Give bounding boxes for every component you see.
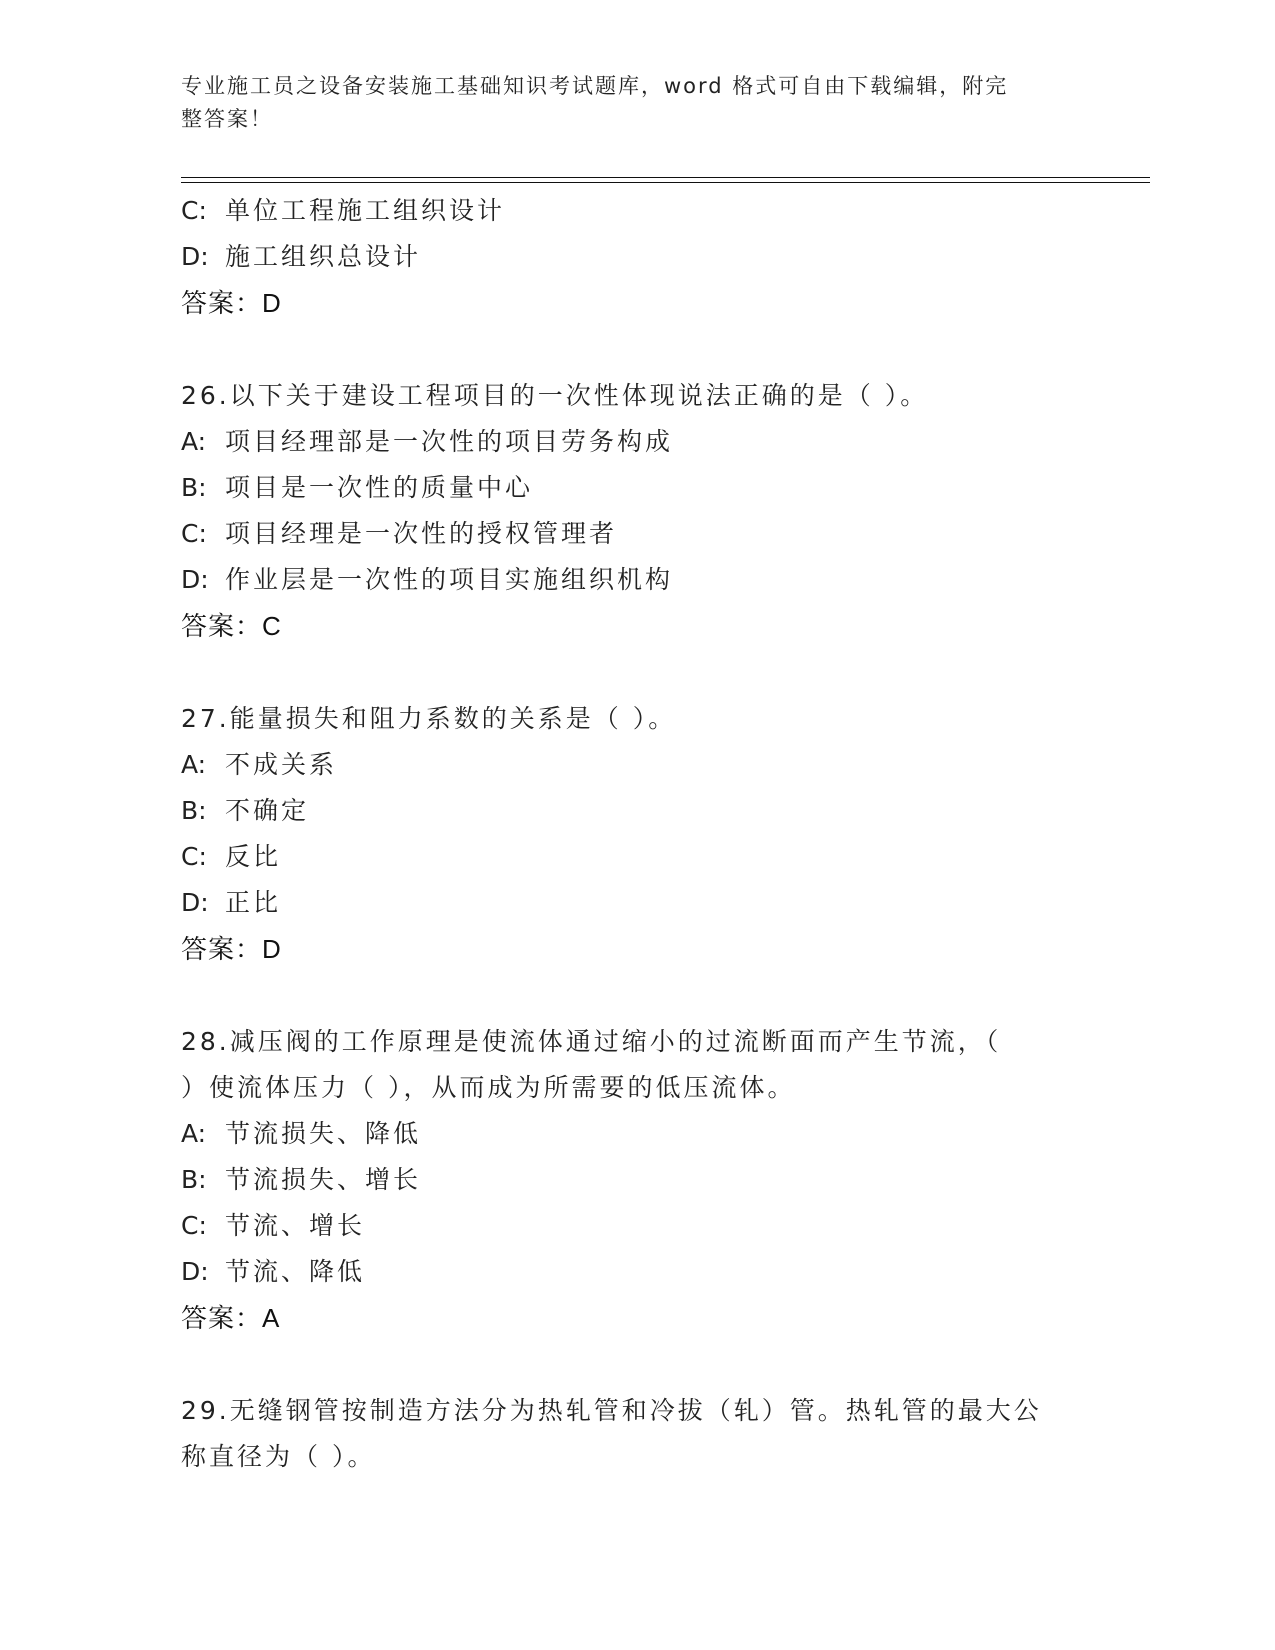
option-text: 节流损失、降低 — [225, 1119, 422, 1148]
question-list — [181, 188, 1081, 1480]
answer-line: 答案：D — [181, 288, 282, 318]
header-line-2: 整答案！ — [181, 107, 273, 131]
option-d — [181, 234, 1081, 280]
option-text: 施工组织总设计 — [225, 242, 422, 271]
question-stem: 27.能量损失和阻力系数的关系是（ ）。 — [181, 704, 677, 733]
option-text: 节流损失、增长 — [225, 1165, 422, 1194]
question-stem-continued: ）使流体压力（ ），从而成为所需要的低压流体。 — [181, 1073, 796, 1102]
option-d — [181, 880, 1081, 926]
header-line-1: 专业施工员之设备安装施工基础知识考试题库，word 格式可自由下载编辑，附完 — [181, 74, 1009, 98]
question-stem: 26.以下关于建设工程项目的一次性体现说法正确的是（ ）。 — [181, 381, 929, 410]
option-text: 项目经理是一次性的授权管理者 — [225, 519, 618, 548]
question-stem: 29.无缝钢管按制造方法分为热轧管和冷拔（轧）管。热轧管的最大公 — [181, 1396, 1042, 1425]
option-letter: C: — [181, 1211, 207, 1240]
option-text: 作业层是一次性的项目实施组织机构 — [225, 565, 674, 594]
option-letter: B: — [181, 473, 207, 502]
header-rule-bottom — [181, 182, 1150, 183]
option-c — [181, 511, 1081, 557]
answer-line: 答案：A — [181, 1303, 281, 1333]
option-letter: D: — [181, 1257, 209, 1286]
option-text: 单位工程施工组织设计 — [225, 196, 506, 225]
option-letter: A: — [181, 750, 207, 779]
question-26 — [181, 373, 1081, 649]
question-29 — [181, 1388, 1081, 1480]
option-a — [181, 419, 1081, 465]
option-letter: A: — [181, 1119, 207, 1148]
option-c — [181, 834, 1081, 880]
option-letter: C: — [181, 519, 207, 548]
option-letter: A: — [181, 427, 207, 456]
option-a — [181, 742, 1081, 788]
option-letter: C: — [181, 196, 207, 225]
option-letter: D: — [181, 888, 209, 917]
header-rule-top — [181, 177, 1150, 178]
option-c — [181, 1203, 1081, 1249]
option-text: 项目是一次性的质量中心 — [225, 473, 534, 502]
option-letter: B: — [181, 796, 207, 825]
question-stem: 28.减压阀的工作原理是使流体通过缩小的过流断面而产生节流，（ — [181, 1027, 1002, 1056]
option-d — [181, 1249, 1081, 1295]
option-letter: D: — [181, 565, 209, 594]
option-c — [181, 188, 1081, 234]
option-b — [181, 1157, 1081, 1203]
question-28 — [181, 1019, 1081, 1341]
question-stem-continued: 称直径为（ ）。 — [181, 1442, 376, 1471]
question-27 — [181, 696, 1081, 972]
option-b — [181, 465, 1081, 511]
option-d — [181, 557, 1081, 603]
option-b — [181, 788, 1081, 834]
option-text: 节流、降低 — [225, 1257, 366, 1286]
answer-line: 答案：D — [181, 934, 282, 964]
option-text: 节流、增长 — [225, 1211, 366, 1240]
document-header — [181, 70, 1071, 136]
option-letter: B: — [181, 1165, 207, 1194]
option-text: 正比 — [225, 888, 282, 917]
option-letter: D: — [181, 242, 209, 271]
option-text: 不成关系 — [225, 750, 338, 779]
option-text: 反比 — [225, 842, 282, 871]
option-a — [181, 1111, 1081, 1157]
answer-line: 答案：C — [181, 611, 282, 641]
option-text: 不确定 — [225, 796, 310, 825]
question-25-continued — [181, 188, 1081, 326]
option-text: 项目经理部是一次性的项目劳务构成 — [225, 427, 674, 456]
option-letter: C: — [181, 842, 207, 871]
